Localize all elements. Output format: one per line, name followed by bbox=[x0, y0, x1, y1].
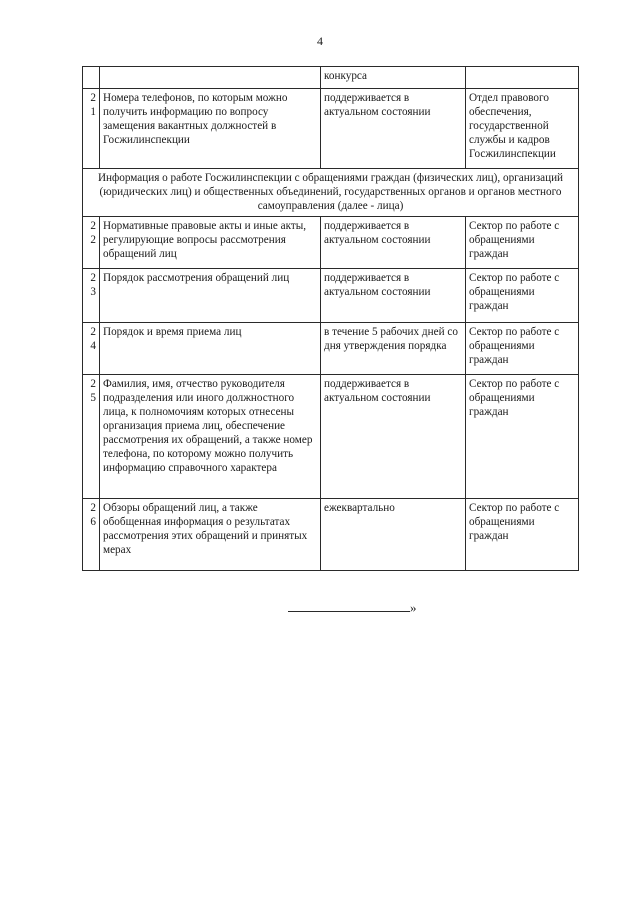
row-number-cell: 23 bbox=[83, 269, 100, 323]
table-row-21 bbox=[83, 89, 579, 169]
row-period-cell: поддерживается в актуальном состоянии bbox=[321, 89, 466, 169]
table-row bbox=[83, 269, 579, 323]
row-number-cell: 24 bbox=[83, 323, 100, 375]
table-row bbox=[83, 499, 579, 571]
page-number: 4 bbox=[317, 34, 323, 48]
table-row bbox=[83, 323, 579, 375]
row-number-cell: 21 bbox=[83, 89, 100, 169]
row-dept-cell bbox=[466, 67, 579, 89]
table-row bbox=[83, 217, 579, 269]
section-heading-row bbox=[83, 169, 579, 217]
row-name-cell: Порядок и время приема лиц bbox=[100, 323, 321, 375]
row-period-cell: ежеквартально bbox=[321, 499, 466, 571]
row-period-cell: в течение 5 рабочих дней со дня утверждения порядка bbox=[321, 323, 466, 375]
row-number-cell bbox=[83, 67, 100, 89]
row-period-cell: поддерживается в актуальном состоянии bbox=[321, 375, 466, 499]
row-period-cell: поддерживается в актуальном состоянии bbox=[321, 217, 466, 269]
table-row-continued bbox=[83, 67, 579, 89]
row-number-cell: 26 bbox=[83, 499, 100, 571]
closing-signature bbox=[288, 600, 417, 616]
row-dept-cell: Отдел правового обеспечения, государственной службы и кадров Госжилинспекции bbox=[466, 89, 579, 169]
row-name-cell: Порядок рассмотрения обращений лиц bbox=[100, 269, 321, 323]
row-dept-cell: Сектор по работе с обращениями граждан bbox=[466, 499, 579, 571]
row-dept-cell: Сектор по работе с обращениями граждан bbox=[466, 323, 579, 375]
row-number-cell: 22 bbox=[83, 217, 100, 269]
row-name-cell bbox=[100, 67, 321, 89]
row-dept-cell: Сектор по работе с обращениями граждан bbox=[466, 375, 579, 499]
row-name-cell: Нормативные правовые акты и иные акты, регулирующие вопросы рассмотрения обращений лиц bbox=[100, 217, 321, 269]
section-heading: Информация о работе Госжилинспекции с обращениями граждан (физических лиц), организаций (юридических лиц) и общественных объединений, государственных органов и органов местного самоуправления (далее - лица) bbox=[83, 169, 579, 217]
row-number-cell: 25 bbox=[83, 375, 100, 499]
row-dept-cell: Сектор по работе с обращениями граждан bbox=[466, 269, 579, 323]
closing-quote-mark: » bbox=[410, 600, 417, 615]
row-dept-cell: Сектор по работе с обращениями граждан bbox=[466, 217, 579, 269]
row-period-cell: поддерживается в актуальном состоянии bbox=[321, 269, 466, 323]
row-name-cell: Обзоры обращений лиц, а также обобщенная информация о результатах рассмотрения этих обращений и принятых мерах bbox=[100, 499, 321, 571]
signature-line bbox=[288, 601, 410, 612]
row-name-cell: Фамилия, имя, отчество руководителя подразделения или иного должностного лица, к полномочиям которых отнесены организация приема лиц, обеспечение рассмотрения их обращений, а также номер телефона, по которому можно получить информацию справочного характера bbox=[100, 375, 321, 499]
information-table bbox=[82, 66, 579, 571]
row-period-cell: конкурса bbox=[321, 67, 466, 89]
row-name-cell: Номера телефонов, по которым можно получить информацию по вопросу замещения вакантных должностей в Госжилинспекции bbox=[100, 89, 321, 169]
table-row bbox=[83, 375, 579, 499]
